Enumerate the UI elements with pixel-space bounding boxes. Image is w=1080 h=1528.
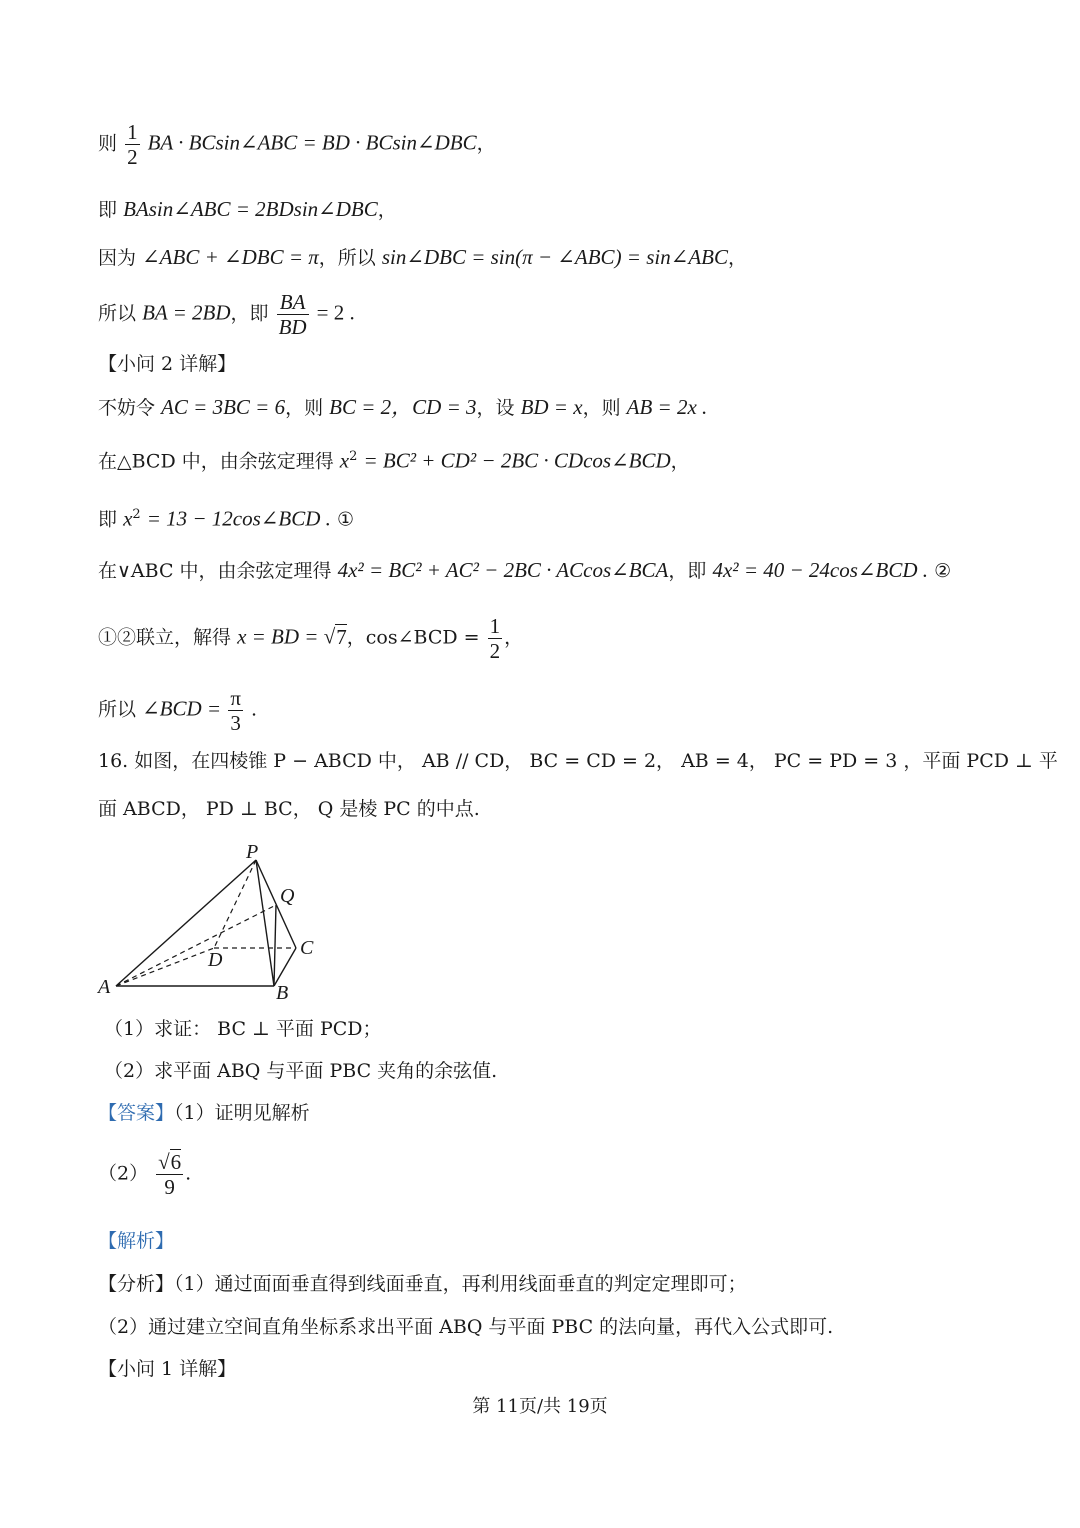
- answer-tag: 【答案】: [98, 1102, 175, 1124]
- analysis-line-1: 【分析】（1）通过面面垂直得到线面垂直，再利用线面垂直的判定定理即可；: [98, 1273, 747, 1295]
- label-p: P: [246, 841, 259, 863]
- edge-bc: [274, 948, 296, 986]
- proof-line-3: 因为 ∠ABC + ∠DBC = π，所以 sin∠DBC = sin(π − ∠ABC) = sin∠ABC，: [98, 245, 748, 269]
- edge-aq-hidden: [116, 905, 276, 986]
- edge-qb: [274, 905, 276, 986]
- label-q: Q: [280, 885, 295, 907]
- q2-line-f: 所以 ∠BCD = $\frac{\pi}{3}$ .: [98, 686, 258, 735]
- q2-line-e: ①②联立，解得 x = BD = √7，cos∠BCD = $\frac{1}{2}$ ，: [98, 614, 524, 663]
- answer-line-2: （2） $\frac{√6}{9}$ .: [98, 1150, 192, 1199]
- edge-ad-hidden: [116, 948, 214, 986]
- q2-line-d: 在∨ABC 中，由余弦定理得 4x² = BC² + AC² − 2BC · ACcos∠BCA，即 4x² = 40 − 24cos∠BCD . ②: [98, 558, 952, 582]
- label-a: A: [98, 976, 111, 998]
- label-d: D: [208, 949, 223, 971]
- q1-heading: 【小问 1 详解】: [98, 1358, 237, 1380]
- fraction-ba-over-bd: $\frac{BA}{BD}$: [278, 290, 307, 339]
- analysis-line-2: （2）通过建立空间直角坐标系求出平面 ABQ 与平面 PBC 的法向量，再代入公式即可.: [98, 1316, 834, 1338]
- fraction-pi-over-three: $\frac{\pi}{3}$: [230, 686, 241, 735]
- problem16-sub1: （1）求证： BC ⊥ 平面 PCD；: [104, 1018, 382, 1040]
- analysis-tag: 【解析】: [98, 1230, 175, 1252]
- proof-line-2: 即 BAsin∠ABC = 2BDsin∠DBC，: [98, 197, 397, 221]
- problem16-sub2: （2）求平面 ABQ 与平面 PBC 夹角的余弦值.: [104, 1060, 498, 1082]
- q2-line-a: 不妨令 AC = 3BC = 6，则 BC = 2，CD = 3，设 BD = x，则 AB = 2x .: [98, 395, 708, 419]
- problem16-line1: 16. 如图，在四棱锥 P − ABCD 中， AB // CD， BC = CD = 2， AB = 4， PC = PD = 3 ，平面 PCD ⊥ 平: [98, 750, 1058, 772]
- page-number: 第 11页/共 19页: [472, 1396, 608, 1417]
- problem16-line2: 面 ABCD， PD ⊥ BC， Q 是棱 PC 的中点.: [98, 798, 480, 820]
- fraction-sqrt6-over-9: $\frac{√6}{9}$: [158, 1150, 182, 1199]
- q2-heading: 【小问 2 详解】: [98, 353, 237, 375]
- pyramid-figure: [96, 838, 336, 1008]
- proof-line-1: 则 $\frac{1}{2}$ BA · BCsin∠ABC = BD · BCsin∠DBC，: [98, 120, 496, 169]
- fraction-one-half: $\frac{1}{2}$: [127, 120, 138, 169]
- edge-pd-hidden: [214, 860, 256, 948]
- fraction-one-half-cos: $\frac{1}{2}$: [489, 614, 501, 663]
- label-c: C: [300, 937, 314, 959]
- proof-line-4: 所以 BA = 2BD，即 $\frac{BA}{BD}$ = 2 .: [98, 290, 355, 339]
- label-b: B: [276, 982, 289, 1004]
- q2-line-c: 即 $x^2 = 13$ − 12cos∠BCD . ①: [98, 506, 354, 531]
- answer-line-1: 【答案】（1）证明见解析: [98, 1102, 310, 1124]
- q2-line-b: 在△BCD 中，由余弦定理得 $x^2 = BC^2 + CD^2 - 2BC$ · CDcos∠BCD，: [98, 448, 690, 473]
- edge-pa: [116, 860, 256, 986]
